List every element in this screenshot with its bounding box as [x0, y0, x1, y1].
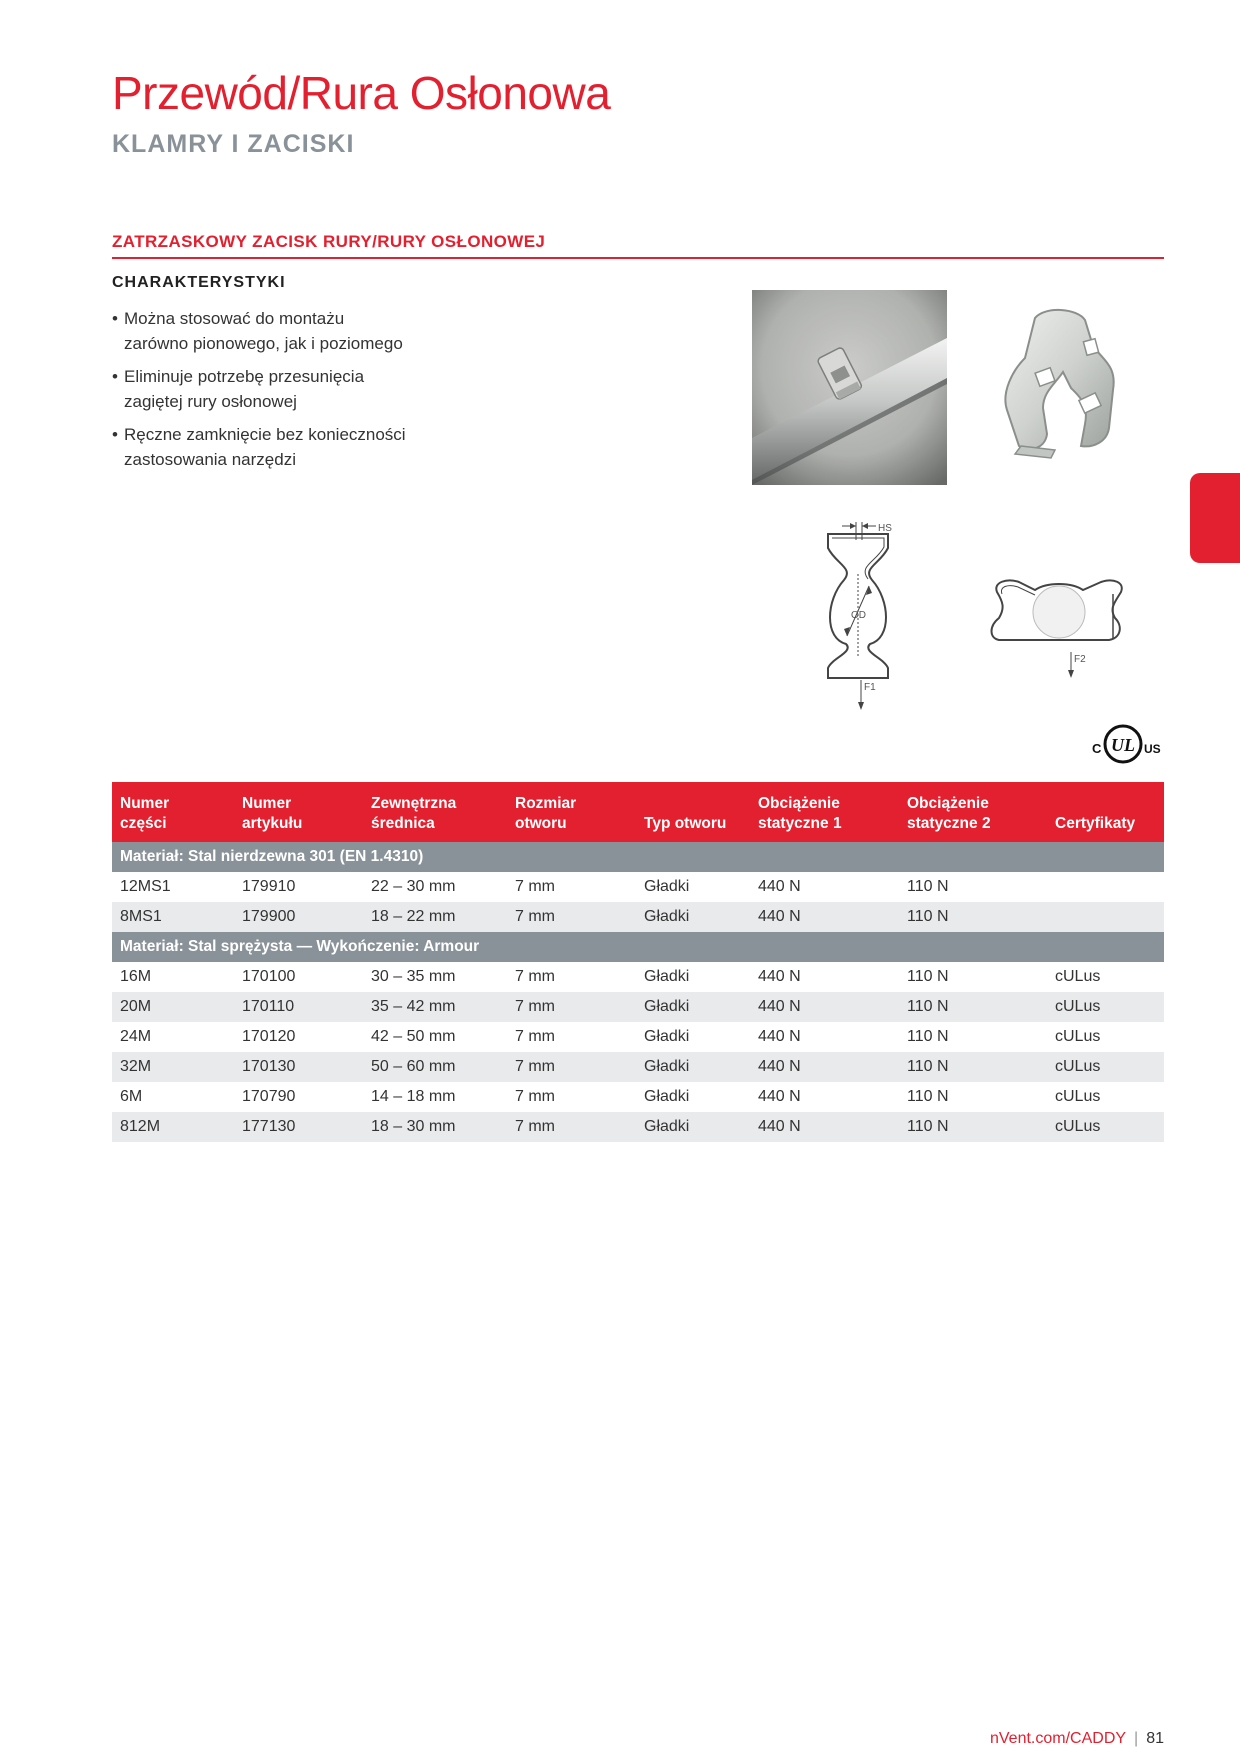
column-header: Numer artykułu [234, 782, 363, 842]
table-cell: 8MS1 [112, 902, 234, 932]
page-subtitle: KLAMRY I ZACISKI [112, 130, 355, 158]
culus-certification-logo [1088, 718, 1168, 770]
table-cell: 7 mm [507, 902, 636, 932]
cert-ul: UL [1111, 735, 1135, 755]
table-cell: 30 – 35 mm [363, 962, 507, 992]
table-cell: 440 N [750, 902, 899, 932]
table-cell: 16M [112, 962, 234, 992]
features-list [112, 306, 412, 480]
table-cell: 20M [112, 992, 234, 1022]
table-cell: 177130 [234, 1112, 363, 1142]
cert-us: US [1144, 742, 1161, 756]
table-cell: 12MS1 [112, 872, 234, 902]
table-cell: 440 N [750, 1082, 899, 1112]
table-cell: 812M [112, 1112, 234, 1142]
table-cell: 6M [112, 1082, 234, 1112]
column-header: Obciążenie statyczne 1 [750, 782, 899, 842]
table-cell: 440 N [750, 872, 899, 902]
table-cell: 7 mm [507, 1022, 636, 1052]
table-cell: cULus [1047, 1082, 1164, 1112]
feature-item: • Można stosować do montażu zarówno pionowego, jak i poziomego [112, 306, 412, 356]
table-cell: 7 mm [507, 1082, 636, 1112]
table-cell: Gładki [636, 1112, 750, 1142]
feature-item: • Ręczne zamknięcie bez konieczności zastosowania narzędzi [112, 422, 412, 472]
material-group-label: Materiał: Stal sprężysta — Wykończenie: Armour [112, 932, 1164, 962]
table-cell: 110 N [899, 1022, 1047, 1052]
table-cell: 170790 [234, 1082, 363, 1112]
table-cell: 110 N [899, 1082, 1047, 1112]
table-cell: 179900 [234, 902, 363, 932]
table-cell: 110 N [899, 902, 1047, 932]
table-cell: cULus [1047, 1052, 1164, 1082]
table-row [112, 1082, 1164, 1112]
product-heading: ZATRZASKOWY ZACISK RURY/RURY OSŁONOWEJ [112, 232, 546, 251]
table-cell: 440 N [750, 1052, 899, 1082]
label-f1: F1 [864, 682, 876, 693]
specification-table [112, 782, 1164, 1142]
table-cell: 440 N [750, 1022, 899, 1052]
table-cell: 7 mm [507, 1112, 636, 1142]
table-cell: 18 – 30 mm [363, 1112, 507, 1142]
table-cell: 440 N [750, 962, 899, 992]
table-cell: 170110 [234, 992, 363, 1022]
column-header: Numer części [112, 782, 234, 842]
table-cell [1047, 902, 1164, 932]
label-f2: F2 [1074, 654, 1086, 665]
cert-c: C [1092, 741, 1102, 756]
column-header: Certyfikaty [1047, 782, 1164, 842]
table-cell: 179910 [234, 872, 363, 902]
table-cell: Gładki [636, 872, 750, 902]
table-cell: 22 – 30 mm [363, 872, 507, 902]
table-row [112, 992, 1164, 1022]
table-cell: 18 – 22 mm [363, 902, 507, 932]
table-row [112, 1112, 1164, 1142]
table-cell: 14 – 18 mm [363, 1082, 507, 1112]
column-header: Typ otworu [636, 782, 750, 842]
table-cell: 440 N [750, 1112, 899, 1142]
label-hs: HS [878, 523, 892, 534]
table-cell: 110 N [899, 872, 1047, 902]
table-cell: 170130 [234, 1052, 363, 1082]
table-cell: Gładki [636, 1022, 750, 1052]
material-group-row [112, 842, 1164, 872]
table-cell: 35 – 42 mm [363, 992, 507, 1022]
table-cell: 110 N [899, 1112, 1047, 1142]
specification-table-body [112, 842, 1164, 1142]
table-cell: cULus [1047, 992, 1164, 1022]
table-cell: 7 mm [507, 962, 636, 992]
section-tab-marker [1190, 473, 1240, 563]
product-photo-clip [985, 300, 1145, 470]
material-group-row [112, 932, 1164, 962]
page-number: 81 [1146, 1730, 1164, 1747]
table-cell: 7 mm [507, 1052, 636, 1082]
table-cell: 7 mm [507, 992, 636, 1022]
table-header-row [112, 782, 1164, 842]
table-cell: 50 – 60 mm [363, 1052, 507, 1082]
material-group-label: Materiał: Stal nierdzewna 301 (EN 1.4310) [112, 842, 1164, 872]
label-od: OD [851, 610, 866, 621]
table-cell: 24M [112, 1022, 234, 1052]
technical-drawing-side [985, 572, 1135, 682]
table-cell: 110 N [899, 992, 1047, 1022]
features-heading: CHARAKTERYSTYKI [112, 274, 286, 291]
table-row [112, 1052, 1164, 1082]
table-cell: 440 N [750, 992, 899, 1022]
table-cell: cULus [1047, 1022, 1164, 1052]
table-row [112, 902, 1164, 932]
footer-website-link[interactable]: nVent.com/CADDY [989, 1730, 1127, 1747]
table-cell: 170100 [234, 962, 363, 992]
table-cell: 32M [112, 1052, 234, 1082]
table-cell: 110 N [899, 1052, 1047, 1082]
table-cell: Gładki [636, 902, 750, 932]
table-cell: Gładki [636, 962, 750, 992]
table-cell: 42 – 50 mm [363, 1022, 507, 1052]
table-cell: Gładki [636, 1082, 750, 1112]
page-footer [990, 1730, 1164, 1748]
page-title: Przewód/Rura Osłonowa [112, 67, 611, 119]
table-cell [1047, 872, 1164, 902]
table-row [112, 1022, 1164, 1052]
table-cell: 7 mm [507, 872, 636, 902]
table-row [112, 962, 1164, 992]
feature-item: • Eliminuje potrzebę przesunięcia zagiętej rury osłonowej [112, 364, 412, 414]
column-header: Obciążenie statyczne 2 [899, 782, 1047, 842]
column-header: Zewnętrzna średnica [363, 782, 507, 842]
product-photo-installed [752, 290, 947, 485]
table-row [112, 872, 1164, 902]
table-cell: 110 N [899, 962, 1047, 992]
column-header: Rozmiar otworu [507, 782, 636, 842]
table-cell: cULus [1047, 962, 1164, 992]
section-divider [112, 257, 1164, 259]
table-cell: 170120 [234, 1022, 363, 1052]
table-cell: Gładki [636, 992, 750, 1022]
table-cell: cULus [1047, 1112, 1164, 1142]
footer-separator: | [1134, 1730, 1139, 1747]
technical-drawing-front [800, 518, 920, 713]
table-cell: Gładki [636, 1052, 750, 1082]
